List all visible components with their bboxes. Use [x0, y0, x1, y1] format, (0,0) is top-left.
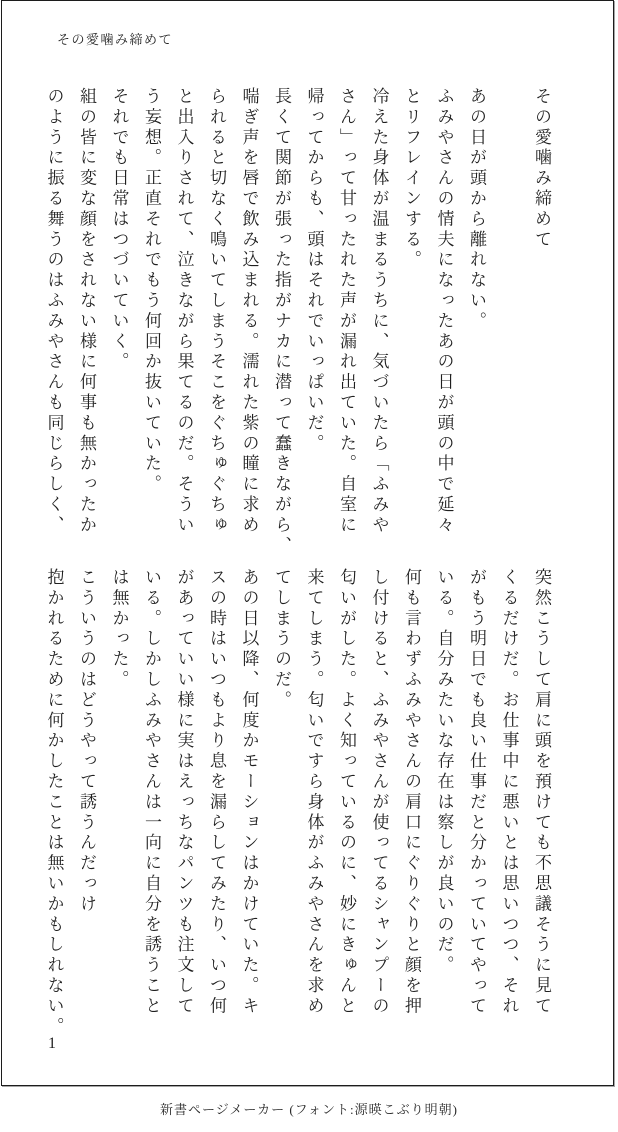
text-column: がもう明日でも良い仕事だと分かっていてやって [467, 568, 486, 1017]
text-column: 帰ってからも、頭はそれでいっぱいだ。 [304, 87, 324, 455]
text-column: 喘ぎ声を唇で飲み込まれる。濡れた紫の瞳に求め [239, 87, 259, 536]
text-column: いる。しかしふみやさんは一向に自分を誘うこと [142, 568, 161, 1017]
text-column: その愛噛み締めて [532, 87, 551, 251]
text-column: あの日が頭から離れない。 [467, 87, 486, 332]
footer-credit: 新書ページメーカー (フォント:源暎こぶり明朝) [160, 1102, 458, 1117]
text-column: とリフレインする。 [402, 87, 421, 271]
text-column: 来てしまう。匂いですら身体がふみやさんを求め [304, 568, 324, 1017]
text-column [492, 87, 525, 587]
text-column: う妄想。正直それでもう何回か抜いていた。 [142, 87, 161, 495]
text-column: スの時はいつもより息を漏らしてみたり、いつ何 [207, 568, 226, 1017]
text-column: 突然こうして肩に頭を預けても不思議そうに見て [532, 568, 551, 1017]
text-column: くるだけだ。お仕事中に悪いとは思いつつ、それ [499, 568, 519, 1017]
text-column: 匂いがした。よく知っているのに、妙にきゅんと [337, 568, 356, 1017]
text-column: てしまうのだ。 [272, 568, 291, 711]
text-column: いる。自分みたいな存在は察しが良いのだ。 [434, 568, 454, 976]
text-column: 冷えた身体が温まるうちに、気づいたら「ふみや [369, 87, 389, 536]
text-column: あの日以降、何度かモーションはかけていた。キ [239, 568, 259, 1017]
text-column: 抱かれるために何かしたことは無いかもしれない。 [44, 568, 64, 1038]
text-column: 長くて関節が張った指がナカに潜って蠢きながら、 [272, 87, 291, 557]
text-column: さん」って甘ったれた声が漏れ出ていた。自室に [337, 87, 356, 536]
vertical-text-block-bottom [37, 568, 557, 1068]
page-number: 1 [48, 1035, 56, 1052]
text-column: 何も言わずふみやさんの肩口にぐりぐりと顔を押 [402, 568, 421, 1017]
text-column: 組の皆に変な顔をされない様に何事も無かったか [77, 87, 96, 536]
page-sheet [1, 0, 614, 1086]
text-column: ふみやさんの情夫になったあの日が頭の中で延々 [434, 87, 454, 536]
text-column: こういうのはどうやって誘うんだっけ [77, 568, 96, 915]
text-column: られると切なく鳴いてしまうそこをぐちゅぐちゅ [207, 87, 226, 536]
text-column: し付けると、ふみやさんが使ってるシャンプーの [369, 568, 389, 1017]
running-header-title: その愛噛み締めて [57, 32, 174, 47]
text-column: のように振る舞うのはふみやさんも同じらしく、 [44, 87, 64, 536]
text-column: があっていい様に実はえっちなパンツも注文して [174, 568, 194, 1017]
text-column: それでも日常はつづいていく。 [109, 87, 129, 373]
text-column: と出入りされて、泣きながら果てるのだ。そうい [174, 87, 194, 536]
vertical-text-block-top [37, 87, 557, 587]
text-column: は無かった。 [109, 568, 129, 691]
